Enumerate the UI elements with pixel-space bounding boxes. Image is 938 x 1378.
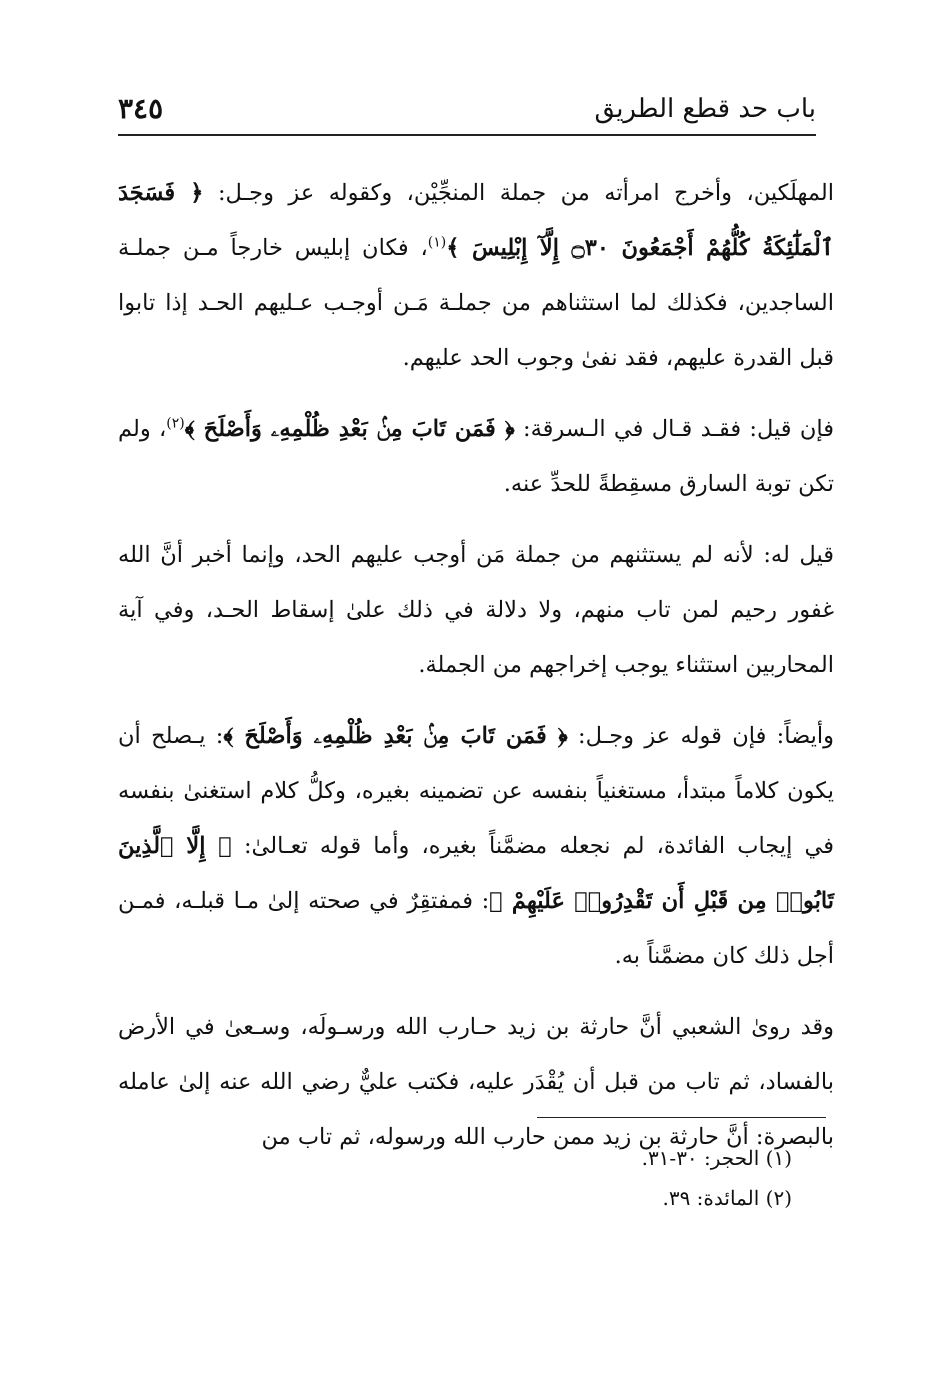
paragraph-3: قيل له: لأنه لم يستثنهم من جملة مَن أوجب عليهم الحد، وإنما أخبر أنَّ الله غفور رحيم لمن تاب منهم، ولا دلالة في ذلك علىٰ إسقاط الحـد، وفي آية المحاربين استثناء يوجب إخراجهم من الجملة. bbox=[118, 542, 834, 678]
paragraph-4-text-c: : فمفتقِرٌ في صحته إلىٰ مـا قبلـه، فمـن أجل ذلك كان مضمَّناً به. bbox=[118, 888, 834, 969]
paragraph-1-text-a: المهلَكين، وأخرج امرأته من جملة المنجِّيْن، وكقوله عز وجـل: bbox=[203, 180, 834, 206]
paragraph-1-text-b: ، فكان إبليس خارجاً مـن جملـة الساجدين، فكذلك لما استثناهم من جملـة مَـن أوجـب عـليهم الحـد إذا تابوا قبل القدرة عليهم، فقد نفىٰ وجوب الحد عليهم. bbox=[118, 235, 834, 371]
chapter-title: باب حد قطع الطريق bbox=[594, 94, 816, 124]
body-text bbox=[118, 166, 834, 1181]
quran-verse: ﴿ إِلَّا ٱلَّذِينَ تَابُوا۟ مِن قَبْلِ أَن تَقْدِرُوا۟ عَلَيْهِمْ ﴾ bbox=[118, 833, 834, 914]
paragraph-4-text-a: وأيضاً: فإن قوله عز وجـل: bbox=[567, 723, 834, 749]
quran-verse: ﴿ فَمَن تَابَ مِنۢ بَعْدِ ظُلْمِهِۦ وَأَصْلَحَ ﴾ bbox=[184, 416, 515, 442]
quran-verse: ﴿ فَسَجَدَ ٱلْمَلَٰٓئِكَةُ كُلُّهُمْ أَجْمَعُونَ ۝٣٠ إِلَّآ إِبْلِيسَ ﴾ bbox=[118, 180, 834, 261]
quran-verse: ﴿ فَمَن تَابَ مِنۢ بَعْدِ ظُلْمِهِۦ وَأَصْلَحَ ﴾ bbox=[223, 723, 568, 749]
paragraph-1 bbox=[118, 166, 834, 386]
paragraph-4-text-b: : يـصلح أن يكون كلاماً مبتدأ، مستغنياً بنفسه عن تضمينه بغيره، وكلُّ كلام استغنىٰ بنفسه في إيجاب الفائدة، لم نجعله مضمَّناً بغيره، وأما قوله تعـالىٰ: bbox=[118, 723, 835, 859]
footnote-ref: (٢) bbox=[166, 415, 185, 432]
paragraph-2-text-b: ، ولم تكن توبة السارق مسقِطةً للحدِّ عنه. bbox=[118, 416, 834, 497]
paragraph-5: وقد روىٰ الشعبي أنَّ حارثة بن زيد حـارب الله ورسـولَه، وسـعىٰ في الأرض بالفساد، ثم تاب من قبل أن يُقْدَر عليه، فكتب عليٌّ رضي الله عنه إلىٰ عامله بالبصرة: أنَّ حارثة بن زيد ممن حارب الله ورسوله، ثم تاب من bbox=[118, 1014, 834, 1150]
footnote-2: (٢) المائدة: ٣٩. bbox=[662, 1186, 792, 1210]
page-number: ٣٤٥ bbox=[118, 92, 164, 125]
footnote-separator bbox=[537, 1117, 826, 1118]
footnote-ref: (١) bbox=[427, 234, 447, 251]
paragraph-2 bbox=[118, 402, 834, 512]
paragraph-4 bbox=[118, 709, 834, 984]
paragraph-2-text-a: فإن قيل: فقـد قـال في الـسرقة: bbox=[514, 416, 834, 442]
page-header bbox=[118, 84, 816, 136]
footnotes bbox=[642, 1138, 792, 1218]
footnote-1: (١) الحجر: ٣٠-٣١. bbox=[641, 1146, 792, 1170]
